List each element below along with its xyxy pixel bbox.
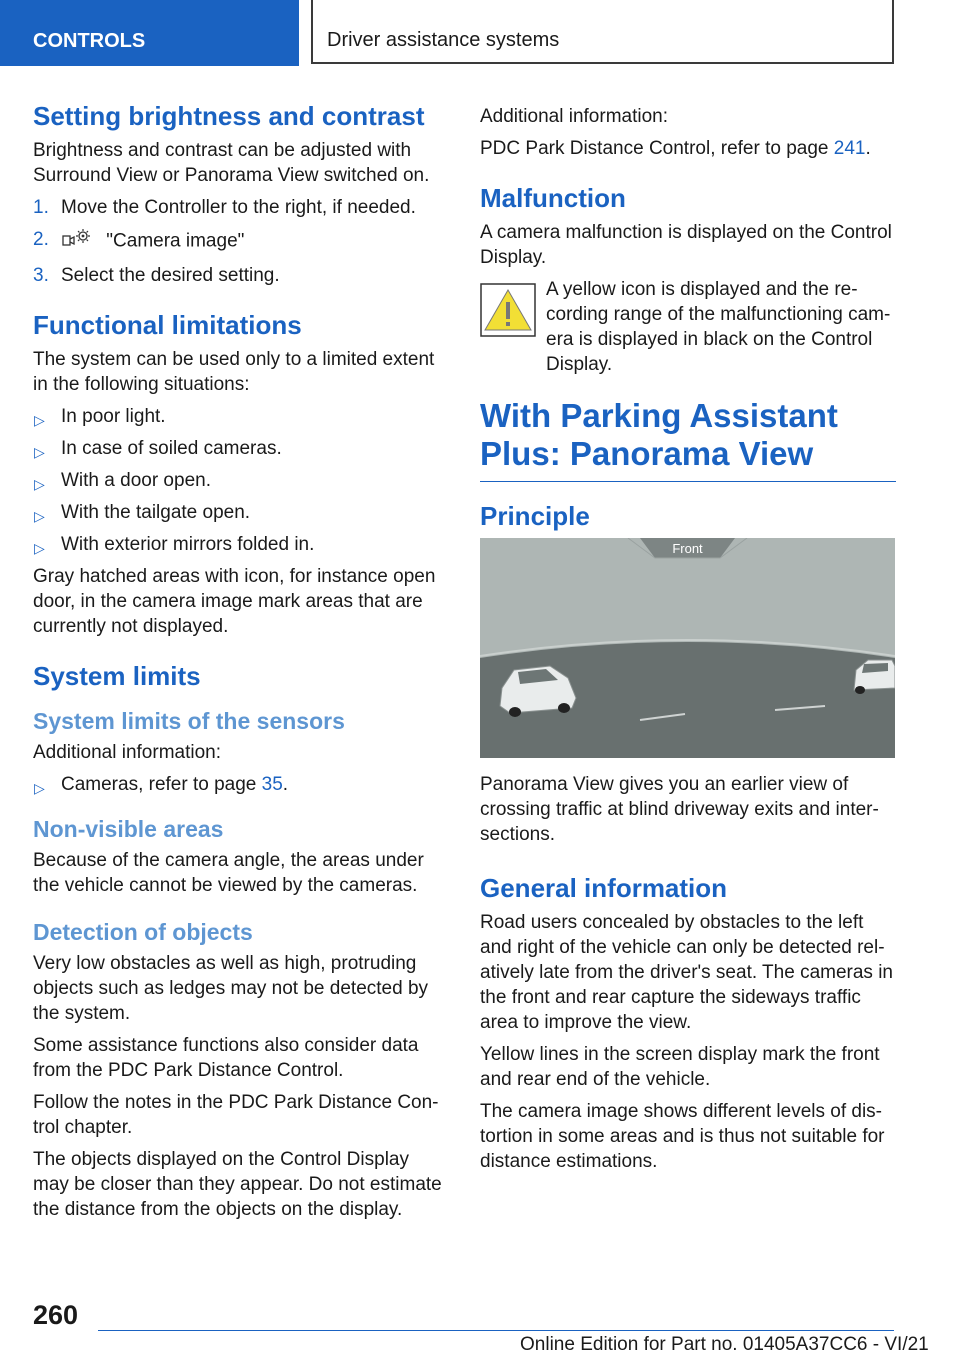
edition-text: Online Edition for Part no. 01405A37CC6 - VI/21 [520,1334,929,1355]
camera-settings-icon [61,227,91,256]
list-item: ▷ Cameras, refer to page 35. [33,772,449,797]
list-item-text: With a door open. [61,470,211,491]
chapter-title: Driver assistance systems [311,0,894,64]
sensors-heading: System limits of the sensors [33,708,345,734]
image-label: Front [672,541,703,556]
brightness-steps [33,195,449,288]
triangle-bullet-icon: ▷ [34,412,45,428]
list-item [33,404,449,429]
triangle-bullet-icon: ▷ [34,508,45,524]
triangle-bullet-icon: ▷ [34,476,45,492]
malfunction-text: A camera malfunction is displayed on the Control Display. [480,222,892,268]
triangle-bullet-icon: ▷ [34,780,45,796]
left-column [33,100,449,1229]
general-paragraph: Yellow lines in the screen display mark the front and rear end of the vehicle. [480,1044,880,1090]
step-text: "Camera image" [106,230,245,252]
step-number: 1. [33,197,49,218]
warning-icon [480,283,536,337]
panorama-heading: With Parking Assistant Plus: Panorama View [480,397,838,472]
brightness-heading: Setting brightness and contrast [33,101,425,131]
nonvisible-heading: Non-visible areas [33,816,224,842]
step-item [33,227,449,256]
list-item-text: In poor light. [61,406,166,427]
right-column [480,104,896,1181]
limitations-heading: Functional limitations [33,310,302,340]
nonvisible-text: Because of the camera angle, the areas under the vehicle cannot be viewed by the cameras. [33,850,424,896]
step-item [33,195,449,220]
panorama-view-image [480,538,895,758]
general-paragraph: Road users concealed by obstacles to the left and right of the vehicle can only be detected rel‐atively late from the driver's seat. The cameras in the front and rear capture the sideways traffic area to improve the view. [480,912,893,1033]
brightness-intro: Brightness and contrast can be adjusted with Surround View or Panorama View switched on. [33,140,430,186]
list-item-text: Cameras, refer to page [61,774,262,795]
warning-text: A yellow icon is displayed and the re‐cording range of the malfunctioning cam‐era is displayed in black on the Control Display. [546,279,891,375]
step-text: Move the Controller to the right, if needed. [61,197,416,218]
triangle-bullet-icon: ▷ [34,540,45,556]
principle-heading: Principle [480,501,590,531]
principle-text: Panorama View gives you an earlier view of crossing traffic at blind driveway exits and inter‐sections. [480,774,879,845]
detection-paragraph: Very low obstacles as well as high, protruding objects such as ledges may not be detected by the system. [33,953,429,1024]
step-item [33,263,449,288]
detection-paragraph: Follow the notes in the PDC Park Distance Con‐trol chapter. [33,1092,439,1138]
detection-paragraph: The objects displayed on the Control Display may be closer than they appear. Do not estimate the distance from the objects on the display. [33,1149,442,1220]
list-item-text: With exterior mirrors folded in. [61,534,315,555]
warning-block [480,277,896,387]
addl-pdc: PDC Park Distance Control, refer to page 241. [480,138,871,159]
footer-rule [98,1330,894,1331]
addl-intro: Additional information: [480,106,668,127]
list-item-text: In case of soiled cameras. [61,438,282,459]
general-info-heading: General information [480,873,728,903]
detection-heading: Detection of objects [33,919,253,945]
section-tab: CONTROLS [0,0,299,66]
page-link[interactable]: 35 [261,774,283,795]
list-item-text: With the tailgate open. [61,502,251,523]
limitations-note: Gray hatched areas with icon, for instance open door, in the camera image mark areas that are currently not displayed. [33,566,436,637]
list-item [33,532,449,557]
page-number: 260 [33,1300,79,1330]
heading-rule [480,481,896,482]
detection-paragraph: Some assistance functions also consider data from the PDC Park Distance Control. [33,1035,419,1081]
sensors-list [33,772,449,797]
list-item [33,500,449,525]
system-limits-heading: System limits [33,661,201,691]
sensors-intro: Additional information: [33,742,221,763]
page-header [0,0,960,66]
step-text: Select the desired setting. [61,265,280,286]
malfunction-heading: Malfunction [480,183,626,213]
step-number: 3. [33,265,49,286]
list-item [33,468,449,493]
limitations-list [33,404,449,557]
list-item [33,436,449,461]
general-paragraph: The camera image shows different levels of dis‐tortion in some areas and is thus not suitable for distance estimations. [480,1101,885,1172]
page-link[interactable]: 241 [833,138,866,159]
triangle-bullet-icon: ▷ [34,444,45,460]
step-number: 2. [33,229,49,250]
limitations-intro: The system can be used only to a limited extent in the following situations: [33,349,435,395]
